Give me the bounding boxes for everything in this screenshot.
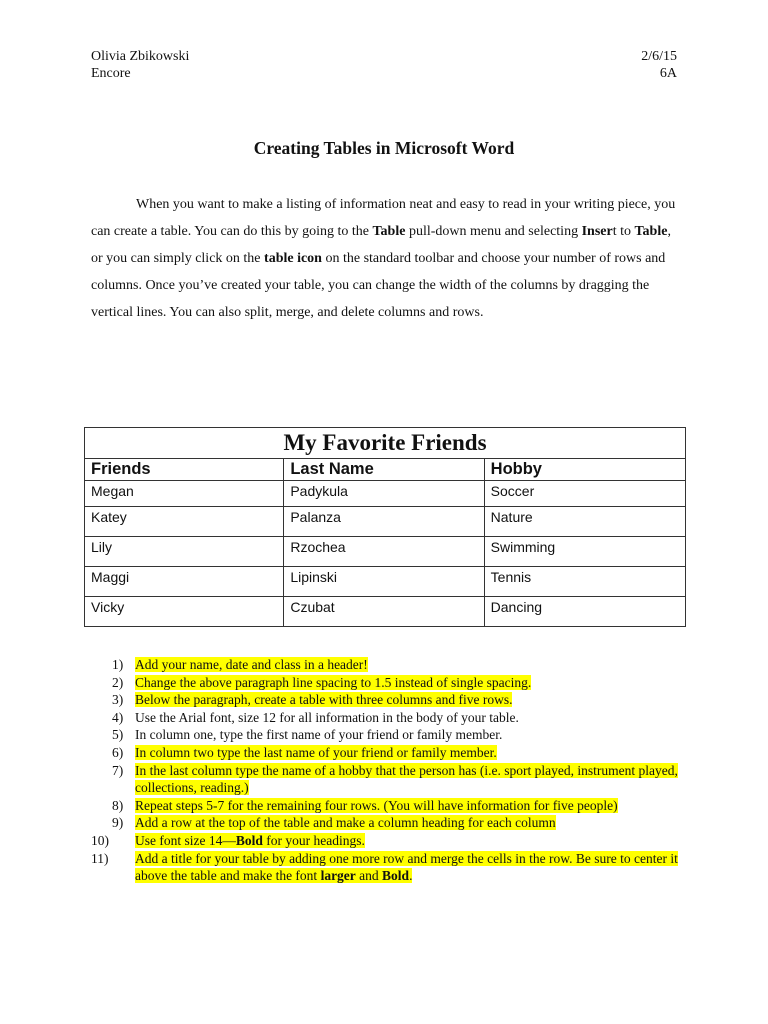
column-header-last-name: Last Name (284, 459, 484, 481)
body-paragraph (91, 192, 677, 327)
list-number: 11) (91, 850, 109, 866)
instruction-list (91, 656, 691, 885)
paragraph-text-4: , or you can simply click on the (91, 223, 671, 266)
paragraph-text-5: on the standard toolbar and choose your number of rows and columns. Once you’ve created your table, you can change the width of the columns by dragging the vertical lines. You can also split, merge, and delete columns and rows. (91, 250, 666, 320)
table-row (85, 481, 686, 507)
list-item (91, 674, 691, 692)
document-title: Creating Tables in Microsoft Word (253, 138, 515, 158)
list-number: 2) (112, 674, 124, 690)
table-cell: Vicky (85, 597, 284, 627)
list-item (91, 762, 691, 797)
table-cell: Nature (484, 507, 685, 537)
list-item (91, 744, 691, 762)
list-text: In column two type the last name of your friend or family member. (135, 744, 497, 760)
list-number: 9) (112, 815, 124, 831)
table-cell: Palanza (284, 507, 484, 537)
list-number: 6) (112, 744, 124, 760)
list-item (91, 832, 691, 850)
list-text-bold: Bold (235, 832, 263, 848)
list-text-part: and (355, 868, 383, 884)
list-text (135, 833, 365, 848)
list-item (91, 656, 691, 674)
list-number: 1) (112, 657, 124, 672)
list-number: 7) (112, 762, 124, 778)
header-right (641, 48, 677, 82)
list-text (135, 851, 678, 884)
list-number: 4) (112, 709, 124, 725)
paragraph-text-2: pull-down menu and selecting (405, 223, 582, 239)
table-cell: Maggi (85, 567, 284, 597)
list-number: 8) (112, 797, 124, 813)
class-name: Encore (91, 66, 131, 81)
list-text: In column one, type the first name of your friend or family member. (135, 727, 503, 743)
list-text-part: for your headings. (262, 832, 365, 848)
period: 6A (659, 66, 677, 81)
list-text-part: Use font size 14— (135, 832, 236, 848)
list-text-part: Add a title for your table by adding one more row and merge the cells in the row. Be sure to center it above the table and make the font (135, 850, 678, 884)
list-text: Repeat steps 5-7 for the remaining four rows. (You will have information for five people) (135, 797, 618, 813)
paragraph-bold-table: Table (372, 223, 406, 239)
table-cell: Soccer (484, 481, 685, 507)
student-name: Olivia Zbikowski (91, 49, 190, 64)
table-cell: Megan (85, 481, 284, 507)
list-text-part: . (409, 868, 413, 884)
list-number: 3) (112, 692, 124, 708)
table-cell: Lipinski (284, 567, 484, 597)
list-item (91, 709, 691, 727)
list-text: Below the paragraph, create a table with three columns and five rows. (135, 692, 513, 708)
table-row (85, 507, 686, 537)
list-item (91, 814, 691, 832)
column-header-hobby: Hobby (484, 459, 685, 481)
list-text-bold: Bold (382, 868, 410, 884)
table-row (85, 597, 686, 627)
list-item (91, 691, 691, 709)
list-text: Add your name, date and class in a header! (135, 657, 368, 672)
table-cell: Lily (85, 537, 284, 567)
list-text: Change the above paragraph line spacing to 1.5 instead of single spacing. (135, 674, 532, 690)
table-cell: Dancing (484, 597, 685, 627)
column-header-friends: Friends (85, 459, 284, 481)
list-text: Add a row at the top of the table and make a column heading for each column (135, 815, 556, 831)
table-cell: Czubat (284, 597, 484, 627)
table-row (85, 537, 686, 567)
header-left (91, 48, 189, 82)
table-cell: Padykula (284, 481, 484, 507)
table-title: My Favorite Friends (85, 428, 686, 459)
paragraph-bold-table-icon: table icon (264, 250, 322, 266)
table-cell: Tennis (484, 567, 685, 597)
list-number: 10) (91, 832, 109, 848)
table-row (85, 567, 686, 597)
table-cell: Swimming (484, 537, 685, 567)
paragraph-text-1: When you want to make a listing of information neat and easy to read in your writing piece, you can create a table. You can do this by going to the (91, 197, 676, 239)
list-text: Use the Arial font, size 12 for all information in the body of your table. (135, 709, 519, 725)
list-text-bold: larger (320, 868, 356, 884)
paragraph-bold-insert: Inser (581, 223, 613, 239)
table-cell: Katey (85, 507, 284, 537)
list-text: In the last column type the name of a hobby that the person has (i.e. sport played, instrument played, collections, reading.) (135, 762, 678, 796)
date: 2/6/15 (641, 49, 677, 64)
list-item (91, 850, 691, 885)
paragraph-bold-table-2: Table (634, 223, 668, 239)
table-header-row (85, 459, 686, 481)
list-item (91, 797, 691, 815)
paragraph-text-3: t to (612, 223, 635, 239)
friends-table (84, 427, 686, 627)
table-cell: Rzochea (284, 537, 484, 567)
list-item (91, 726, 691, 744)
list-number: 5) (112, 727, 124, 743)
